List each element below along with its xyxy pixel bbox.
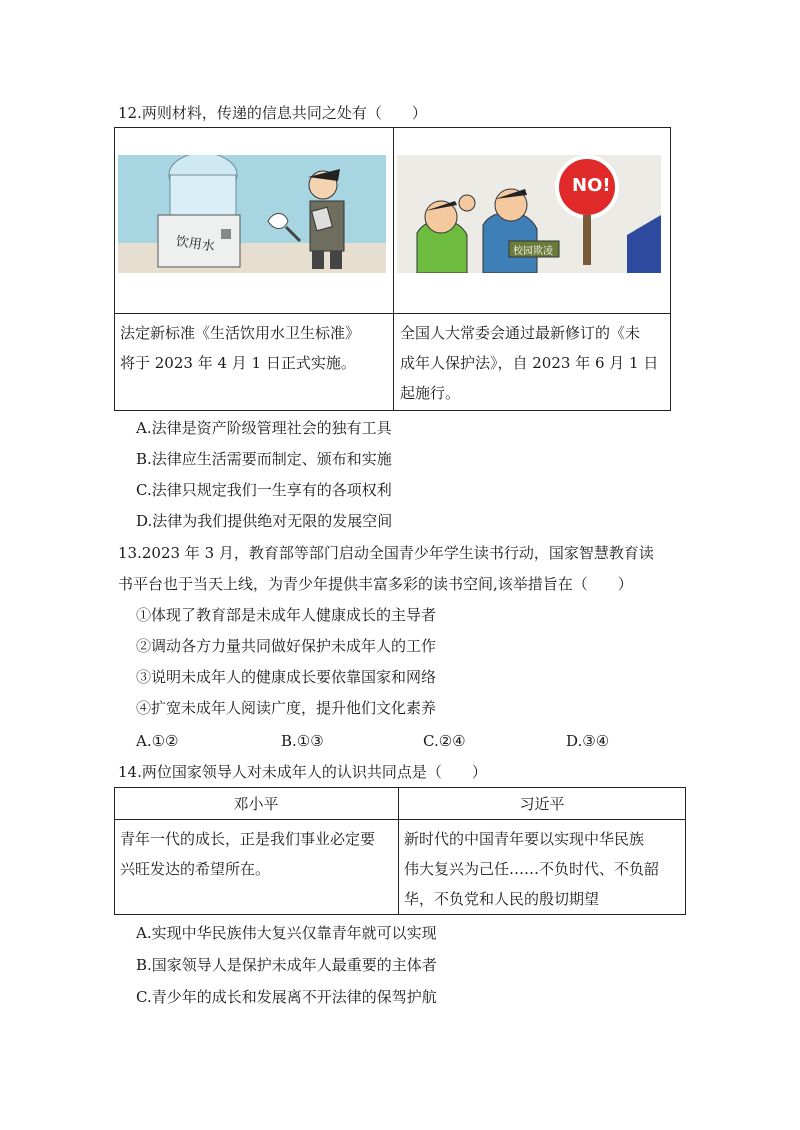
q12-option-a: A.法律是资产阶级管理社会的独有工具 [136, 419, 392, 437]
q12-option-d: D.法律为我们提供绝对无限的发展空间 [136, 512, 393, 530]
q13-item-2: ②调动各方力量共同做好保护未成年人的工作 [136, 637, 437, 655]
q12-right-caption-2: 成年人保护法》，自 2023 年 6 月 1 日 [400, 354, 659, 372]
q12-left-caption-1: 法定新标准《生活饮用水卫生标准》 [120, 324, 361, 342]
q13-option-c: C.②④ [423, 732, 466, 750]
q14-left-text-2: 兴旺发达的希望所在。 [120, 860, 271, 878]
q14-right-text-1: 新时代的中国青年要以实现中华民族 [404, 830, 645, 848]
q13-item-1: ①体现了教育部是未成年人健康成长的主导者 [136, 606, 437, 624]
q14-option-c: C.青少年的成长和发展离不开法律的保驾护航 [136, 988, 437, 1006]
q14-header-right: 习近平 [519, 795, 565, 813]
q12-stem: 12.两则材料，传递的信息共同之处有（ ） [118, 104, 427, 122]
q12-option-b: B.法律应生活需要而制定、颁布和实施 [136, 450, 392, 468]
q14-right-text-3: 华，不负党和人民的殷切期望 [404, 890, 600, 908]
q13-stem-line-1: 13.2023 年 3 月，教育部等部门启动全国青少年学生读书行动，国家智慧教育读 [118, 544, 654, 562]
q12-right-caption-3: 起施行。 [400, 384, 461, 402]
bullying-cartoon-image [397, 155, 661, 273]
q12-right-caption-1: 全国人大常委会通过最新修订的《未 [400, 324, 641, 342]
water-cartoon-image [118, 155, 386, 273]
q13-item-3: ③说明未成年人的健康成长要依靠国家和网络 [136, 668, 437, 686]
q12-table-row-divider [114, 313, 671, 314]
q14-header-left: 邓小平 [233, 795, 279, 813]
bullying-bag-label: 校园欺凌 [513, 246, 553, 257]
q13-option-b: B.①③ [281, 732, 324, 750]
q14-stem: 14.两位国家领导人对未成年人的认识共同点是（ ） [118, 763, 487, 781]
water-dispenser-label: 饮用水 [174, 234, 216, 255]
q12-option-c: C.法律只规定我们一生享有的各项权利 [136, 481, 392, 499]
q14-right-text-2: 伟大复兴为己任……不负时代、不负韶 [404, 860, 660, 878]
q14-table-header-divider [114, 819, 686, 820]
q14-left-text-1: 青年一代的成长，正是我们事业必定要 [120, 830, 376, 848]
q13-item-4: ④扩宽未成年人阅读广度，提升他们文化素养 [136, 699, 437, 717]
q13-stem-line-2: 书平台也于当天上线，为青少年提供丰富多彩的读书空间,该举措旨在（ ） [118, 575, 633, 593]
q13-option-a: A.①② [136, 732, 179, 750]
q12-table-divider [393, 127, 394, 411]
q12-left-caption-2: 将于 2023 年 4 月 1 日正式实施。 [120, 354, 356, 372]
no-sign-text: NO! [572, 175, 611, 196]
q13-option-d: D.③④ [566, 732, 610, 750]
q14-option-b: B.国家领导人是保护未成年人最重要的主体者 [136, 956, 437, 974]
q14-option-a: A.实现中华民族伟大复兴仅靠青年就可以实现 [136, 924, 437, 942]
